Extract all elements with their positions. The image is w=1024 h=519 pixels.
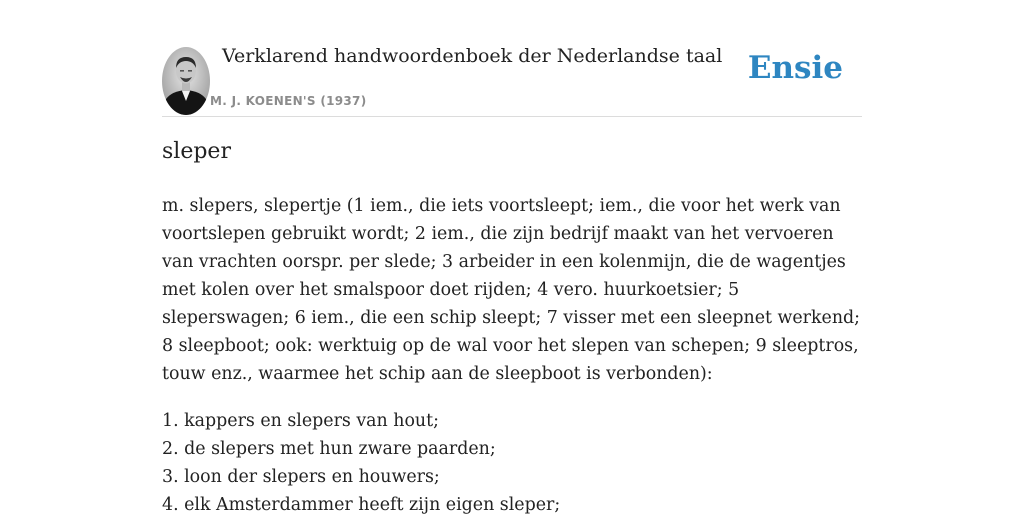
header	[162, 0, 862, 117]
author-portrait-icon	[162, 47, 210, 115]
book-title: Verklarend handwoordenboek der Nederlandse taal	[222, 45, 723, 67]
page	[162, 0, 862, 515]
example-item: 1. kappers en slepers van hout;	[162, 411, 439, 431]
definition-text: m. slepers, slepertje (1 iem., die iets voortsleept; iem., die voor het werk van voortslepen gebruikt wordt; 2 iem., die zijn bedrijf maakt van het vervoeren van vrachten oorspr. per slede; 3 arbeider in een kolenmijn, die de wagentjes met kolen over het smalspoor doet rijden; 4 vero. huurkoetsier; 5 sleperswagen; 6 iem., die een schip sleept; 7 visser met een sleepnet werkend; 8 sleepboot; ook: werktuig op de wal voor het slepen van schepen; 9 sleeptros, touw enz., waarmee het schip aan de sleepboot is verbonden):	[162, 196, 861, 384]
example-item: 4. elk Amsterdammer heeft zijn eigen sleper;	[162, 495, 561, 515]
headword: sleper	[162, 139, 231, 164]
example-item: 2. de slepers met hun zware paarden;	[162, 439, 496, 459]
example-item: 3. loon der slepers en houwers;	[162, 467, 440, 487]
example-list	[162, 407, 862, 519]
book-author: M. J. KOENEN'S (1937)	[210, 94, 367, 108]
ensie-logo-link[interactable]: Ensie	[747, 50, 843, 86]
